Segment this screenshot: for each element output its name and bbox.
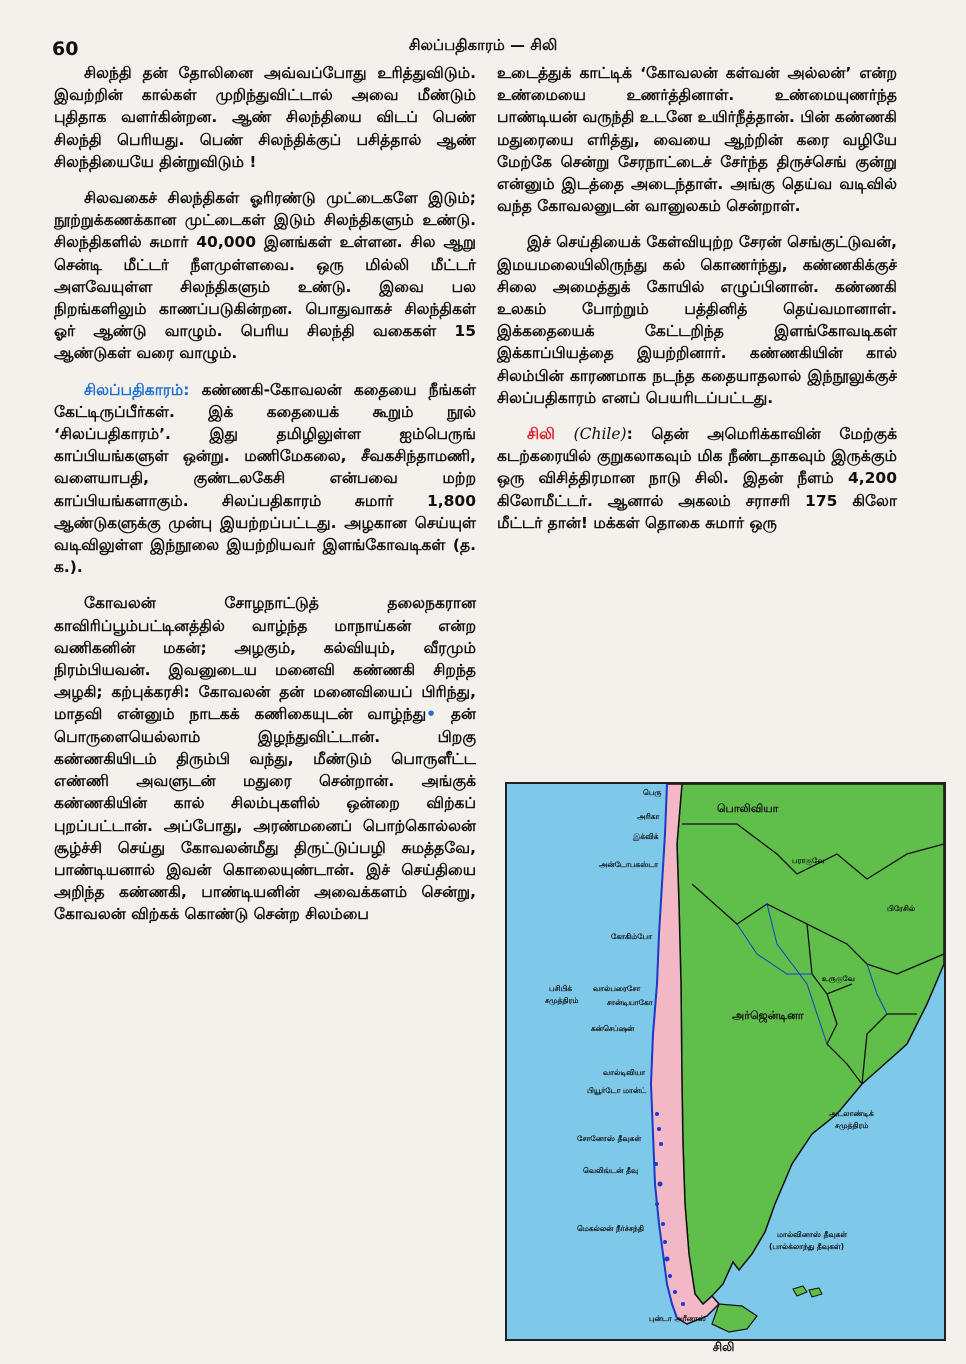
paragraph-kannagi: உடைத்துக் காட்டிக் ‘கோவலன் கள்வன் அல்லன்’ என்ற உண்மையை உணர்த்தினாள். உண்மையுணர்ந்த பாண்டியன் வருந்தி உடனே உயிர்நீத்தான். பின் கண்ணகி மதுரையை எரித்து, வையை ஆற்றின் கரை வழியே மேற்கே சென்று சேரநாட்டைச் சேர்ந்த திருச்செங் குன்று என்னும் இடத்தை அடைந்தாள். அங்கு தெய்வ வடிவில் வந்த கோவலனுடன் வானுலகம் சென்றாள்.	[497, 64, 897, 216]
left-column	[54, 62, 476, 940]
heading-chile: சிலி	[527, 425, 555, 444]
right-column	[497, 62, 897, 548]
silappathikaram-text: கண்ணகி-கோவலன் கதையை நீங்கள் கேட்டிருப்பீர்கள். இக் கதையைக் கூறும் நூல் ‘சிலப்பதிகாரம்’. இது தமிழிலுள்ள ஐம்பெருங் காப்பியங்களுள் ஒன்று. மணிமேகலை, சீவகசிந்தாமணி, வளையாபதி, குண்டலகேசி என்பவை மற்ற காப்பியங்களாகும். சிலப்பதிகாரம் சுமார் 1,800 ஆண்டுகளுக்கு முன்பு இயற்றப்பட்டது. அழகான செய்யுள் வடிவிலுள்ள இந்நூலை இயற்றியவர் இளங்கோவடிகள் (த. க.).	[54, 380, 477, 577]
map-label-arica: அரிகா	[637, 812, 660, 821]
paragraph-silappathikaram	[54, 379, 476, 579]
page-number: 60	[52, 38, 79, 60]
map-label-brazil: பிரேசில்	[887, 904, 916, 913]
running-title: சிலப்பதிகாரம் — சிலி	[408, 36, 558, 54]
land-falklands	[793, 1286, 807, 1296]
kovalan-text-continued: தன் பொருளையெல்லாம் இழந்துவிட்டான். பிறகு கண்ணகியிடம் திரும்பி வந்து, மீண்டும் பொருளீட்ட எண்ணி அவளுடன் மதுரை சென்றான். அங்குக் கண்ணகியின் கால் சிலம்புகளில் ஒன்றை விற்கப் புறப்பட்டான். அப்போது, அரண்மனைப் பொற்கொல்லன் சூழ்ச்சி செய்து கோவலன்மீது திருட்டுப்பழி சுமத்தவே, பாண்டியனால் இவன் கொலையுண்டான். இச் செய்தியை அறிந்த கண்ணகி, பாண்டியனின் அவைக்களம் சென்று, கோவலன் விற்கக் கொண்டு சென்ற சிலம்பை	[54, 705, 476, 924]
land-tierra-del-fuego	[712, 1304, 757, 1332]
map-drawing	[507, 784, 944, 1339]
map-label-atlantic-1: அட்லாண்டிக்	[829, 1109, 874, 1118]
map-label-concepcion: கன்செப்ஷன்	[591, 1024, 635, 1033]
footnote-marker: •	[426, 705, 437, 724]
paragraph-cheran: இச் செய்தியைக் கேள்வியுற்ற சேரன் செங்குட்டுவன், இமயமலையிலிருந்து கல் கொணர்ந்து, கண்ணகிக்குச் சிலை அமைத்துக் கோயில் எழுப்பினான். கண்ணகி உலகம் போற்றும் பத்தினித் தெய்வமானாள். இக்கதையைக் கேட்டறிந்த இளங்கோவடிகள் இக்காப்பியத்தை இயற்றினார். கண்ணகியின் கால் சிலம்பின் காரணமாக நடந்த கதையாதலால் இந்நூலுக்குச் சிலப்பதிகாரம் எனப் பெயரிடப்பட்டது.	[497, 233, 897, 407]
paragraph-chile	[497, 423, 897, 534]
map-label-valparaiso: வால்பரைசோ	[593, 984, 641, 993]
heading-silappathikaram: சிலப்பதிகாரம்:	[84, 380, 190, 399]
map-label-paraguay: பராகுவே	[792, 856, 825, 865]
map-label-iquique: இக்விக்	[633, 832, 659, 841]
paragraph-spider-moulting: சிலந்தி தன் தோலினை அவ்வப்போது உரித்துவிடும். இவற்றின் கால்கள் முறிந்துவிட்டால் அவை மீண்டும் புதிதாக வளர்கின்றன. ஆண் சிலந்தியை விடப் பெண் சிலந்தி பெரியது. பெண் சிலந்திக்குப் பசித்தால் ஆண் சிலந்தியையே தின்றுவிடும் !	[54, 64, 476, 171]
map-label-chonos: சோனோஸ் தீவுகள்	[577, 1134, 642, 1143]
map-label-pacific-2: சமுத்திரம்	[545, 996, 579, 1005]
land-falklands-2	[809, 1288, 822, 1297]
map-label-peru: பெரு	[643, 788, 662, 797]
map-label-pacific-1: பசிபிக்	[549, 984, 573, 993]
map-label-puerto-montt: பியூர்டோ மான்ட்	[587, 1086, 647, 1095]
map-label-atlantic-2: சமுத்திரம்	[835, 1121, 869, 1130]
map-label-bolivia: பொலிவியா	[717, 802, 779, 815]
map-caption: சிலி	[712, 1340, 735, 1354]
map-label-falkland-2: (பால்க்லாந்து தீவுகள்)	[769, 1242, 845, 1251]
chile-text: : தென் அமெரிக்காவின் மேற்குக் கடற்கரையில் குறுகலாகவும் மிக நீண்டதாகவும் இருக்கும் ஒரு விசித்திரமான நாடு சிலி. இதன் நீளம் 4,200 கிலோமீட்டர். ஆனால் அகலம் சராசரி 175 கிலோ மீட்டர் தான்! மக்கள் தொகை சுமார் ஒரு	[497, 425, 897, 532]
map-label-argentina: அர்ஜென்டினா	[732, 1009, 804, 1022]
map-label-santiago: சான்டியாகோ	[607, 998, 653, 1007]
kovalan-text: கோவலன் சோழநாட்டுத் தலைநகரான காவிரிப்பூம்பட்டினத்தில் வாழ்ந்த மாநாய்கன் என்ற வணிகனின் மகன்; அழகும், கல்வியும், வீரமும் நிரம்பியவன். இவனுடைய மனைவி கண்ணகி சிறந்த அழகி; கற்புக்கரசி: கோவலன் தன் மனைவியைப் பிரிந்து, மாதவி என்னும் நாடகக் கணிகையுடன் வாழ்ந்து	[54, 594, 476, 724]
chile-latin-name: (Chile)	[573, 425, 627, 444]
chile-map	[505, 782, 946, 1341]
paragraph-kovalan	[54, 592, 476, 925]
paragraph-spider-eggs: சிலவகைச் சிலந்திகள் ஓரிரண்டு முட்டைகளே இடும்; நூற்றுக்கணக்கான முட்டைகள் இடும் சிலந்திகளும் உண்டு. சிலந்திகளில் சுமார் 40,000 இனங்கள் உள்ளன. சில ஆறு சென்டி மீட்டர் நீளமுள்ளவை. ஒரு மில்லி மீட்டர் அளவேயுள்ள சிலந்திகளும் உண்டு. இவை பல நிறங்களிலும் காணப்படுகின்றன. பொதுவாகச் சிலந்திகள் ஓர் ஆண்டு வாழும். பெரிய சிலந்தி வகைகள் 15 ஆண்டுகள் வரை வாழும்.	[54, 189, 476, 363]
map-label-punta-arenas: புன்டா அரீனாஸ்	[649, 1314, 706, 1323]
map-label-falkland-1: மால்வினாஸ் தீவுகள்	[777, 1230, 848, 1239]
map-label-valdivia: வால்டிவியா	[603, 1068, 646, 1077]
map-label-wellington: வெலிங்டன் தீவு	[583, 1166, 639, 1175]
map-label-uruguay: உருகுவே	[822, 974, 855, 983]
map-label-coquimbo: கோகிம்போ	[611, 932, 653, 941]
map-label-antofagasta: அன்டோபகஸ்டா	[599, 860, 659, 869]
map-label-magellan: மெகல்லன் நீர்ச்சந்தி	[577, 1224, 644, 1233]
